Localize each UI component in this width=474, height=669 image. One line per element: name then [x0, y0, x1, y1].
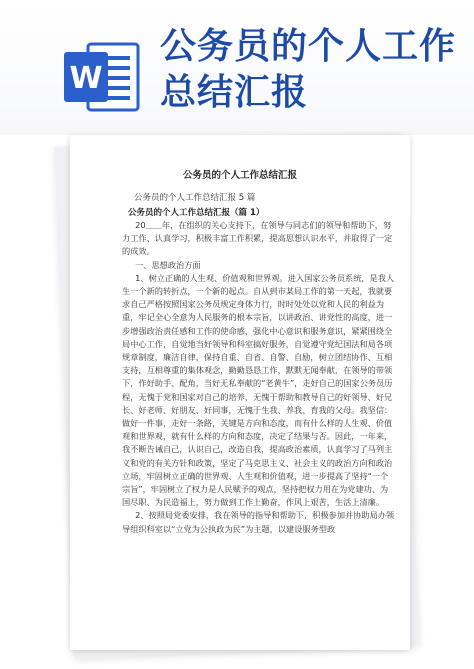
document-subtitle: 公务员的个人工作总结汇报 5 篇 — [134, 193, 256, 203]
page-title — [160, 24, 456, 116]
paragraph: 2、按照局党委安排，我在领导的指导和帮助下，积极参加并协助局办领导组织科室以“立党为公执政为民”为主题，以建设服务型政 — [122, 510, 395, 534]
page-title-line-1: 公务员的个人工作 — [160, 26, 457, 67]
logo-letter: W — [69, 61, 103, 96]
document-body — [122, 219, 396, 536]
paragraph: 1、树立正确的人生观、价值观和世界观。进入国家公务员系统，是我人生一个新的转折点，一个新的起点。自从到市某局工作的第一天起，我就要求自己严格按照国家公务员规定身体力行，时时处处以党和人民的利益为重，牢记全心全意为人民服务的根本宗旨，以讲政治、讲党性的高度，进一步增强政治责任感和工作的使命感，强化中心意识和服务意识，紧紧围绕全局中心工作，自觉地当好领导和科室搞好服务，自觉遵守党纪国法和局各项规章制度，廉洁自律，保持自重、自省、自警、自励，树立团结协作、互相支持，互相尊重的集体观念，勤勤恳恳工作，默默无闻奉献，在领导的带领下，作好助手、配角，当好无私奉献的“老黄牛”，走好自己的国家公务员历程，无愧于党和国家对自己的培养，无愧于帮助和教导自己的好领导、好兄长、好老师、好朋友、好同事，无愧于生我、养我、育我的父母。我坚信：做好一件事，走好一条路，关键是方向和态度，而有什么样的人生观、价值观和世界观，就有什么样的方向和态度，决定了结果与否。因此，一年来，我不断告诫自己，认识自己，改造自我，提高政治素质，认真学习了马列主义和党的有关方针和政策，坚定了马克思主义、社会主义的政治方向和政治立场，牢固树立正确的世界观、人生观和价值观，进一步提高了坚持“一个宗旨”，牢固树立了权力是人民赋予的观点，坚持把权力用在为党建功、为国尽职、为民造福上，努力做到工作上勤奋，作风上艰苦，生活上清廉。 — [122, 272, 395, 508]
paragraph-heading: 一、思想政治方面 — [135, 259, 201, 270]
document-title: 公务员的个人工作总结汇报 — [182, 170, 297, 181]
word-document-icon — [62, 42, 140, 112]
section-title: 公务员的个人工作总结汇报（篇 1） — [128, 208, 265, 218]
paragraph: 20＿＿年，在组织的关心支持下，在领导与同志们的领导和帮助下，努力工作、认真学习，积极丰富工作积累，提高思想认识水平，并取得了一定的成效。 — [122, 220, 393, 257]
page-title-line-2: 总结汇报 — [160, 72, 309, 113]
document-page — [70, 135, 410, 650]
